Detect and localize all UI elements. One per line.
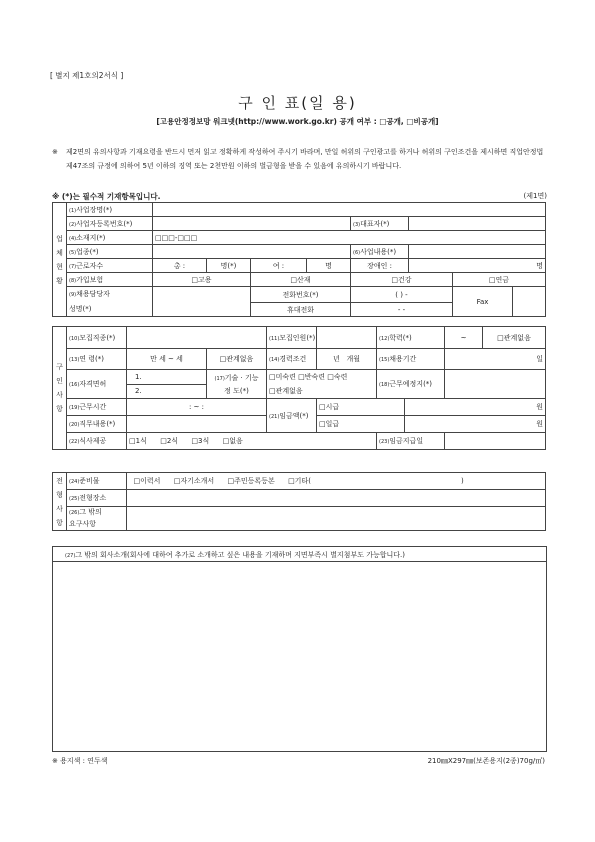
other-requirements-label: (26)그 밖의 요구사항 [67, 507, 127, 531]
license-field-2[interactable]: 2. [127, 384, 207, 399]
other-requirements-field[interactable] [127, 507, 546, 531]
insurance-pension-checkbox[interactable]: □연금 [453, 273, 546, 287]
insurance-accident-checkbox[interactable]: □산재 [251, 273, 351, 287]
insurance-health-checkbox[interactable]: □건강 [351, 273, 453, 287]
notice [52, 145, 552, 173]
business-label: (6)사업내용(*) [351, 245, 409, 259]
company-name-label: (1)사업장명(*) [67, 203, 153, 217]
payday-label: (23)임금지급일 [377, 433, 445, 450]
place-label: (25)전형장소 [67, 490, 127, 507]
skill-semiskilled-checkbox[interactable]: □반숙련 [298, 373, 326, 381]
career-field[interactable]: 년 개월 [317, 349, 377, 370]
age-field[interactable]: 만 세 ~ 세 [127, 349, 207, 370]
hours-label: (19)근무시간 [67, 399, 127, 416]
meal-none-checkbox[interactable]: □없음 [222, 437, 243, 445]
docs-intro-checkbox[interactable]: □자기소개서 [173, 477, 215, 485]
company-name-field[interactable] [153, 203, 546, 217]
business-field[interactable] [409, 245, 546, 259]
fax-field[interactable] [513, 287, 546, 317]
female-field[interactable]: 명 [307, 259, 351, 273]
company-intro-box[interactable] [52, 546, 547, 752]
mobile-field[interactable]: - - [351, 303, 453, 317]
region-field[interactable] [445, 370, 546, 399]
period-field[interactable]: 일 [445, 349, 546, 370]
workers-label: (7)근로자수 [67, 259, 153, 273]
hours-field[interactable]: : ~ : [127, 399, 267, 416]
hourly-field[interactable]: 원 [405, 399, 546, 416]
meal-1-checkbox[interactable]: □1식 [129, 437, 147, 445]
notice-mark: ※ [52, 148, 58, 156]
age-label: (13)연 령(*) [67, 349, 127, 370]
phone-field[interactable]: ( ) - [351, 287, 453, 303]
paper-color-note: ※ 용지색 : 연두색 [52, 757, 108, 765]
job-side-label: 구 인 사 항 [53, 327, 67, 450]
intro-divider [53, 561, 546, 562]
disabled-field[interactable]: 명 [409, 259, 546, 273]
page-title: 구 인 표(일 용) [238, 94, 357, 112]
job-table [52, 326, 546, 450]
company-intro-caption: (27)그 밖의 회사소개(회사에 대하여 추가로 소개하고 싶은 내용을 기재하며 지면부족시 별지첨부도 가능합니다.) [65, 551, 405, 559]
docs-label: (24)준비물 [67, 473, 127, 490]
docs-resident-checkbox[interactable]: □주민등록등본 [227, 477, 275, 485]
duty-label: (20)직무내용(*) [67, 416, 127, 433]
period-label: (15)채용기간 [377, 349, 445, 370]
fax-label: Fax [453, 287, 513, 317]
license-field-1[interactable]: 1. [127, 370, 207, 385]
page-number: (제1면) [523, 192, 547, 200]
manager-label: (9)채용담당자 성명(*) [67, 287, 153, 317]
screening-side-label: 전 형 사 항 [53, 473, 67, 531]
required-note: ※ (*)는 필수적 기재항목입니다. [52, 192, 161, 201]
meal-options[interactable] [127, 433, 377, 450]
duty-field[interactable] [127, 416, 267, 433]
license-label: (16)자격면허 [67, 370, 127, 399]
address-label: (4)소재지(*) [67, 231, 153, 245]
skill-skilled-checkbox[interactable]: □숙련 [327, 373, 348, 381]
manager-name-field[interactable] [153, 287, 251, 317]
company-table [52, 202, 546, 317]
job-count-field[interactable] [317, 327, 377, 349]
ceo-label: (3)대표자(*) [351, 217, 409, 231]
paper-spec: 210㎜X297㎜(보존용지(2종)70g/㎡) [427, 757, 545, 765]
daily-checkbox[interactable]: □일급 [317, 416, 405, 433]
hourly-checkbox[interactable]: □시급 [317, 399, 405, 416]
industry-field[interactable] [153, 245, 351, 259]
insurance-employment-checkbox[interactable]: □고용 [153, 273, 251, 287]
education-field[interactable]: ~ [445, 327, 483, 349]
company-side-label: 업 체 현 황 [53, 203, 67, 317]
disclosure-option: [고용안정정보망 워크넷(http://www.work.go.kr) 공개 여부 : □공개, □비공개] [156, 117, 439, 126]
docs-other-checkbox[interactable]: □기타( [288, 477, 311, 485]
ceo-field[interactable] [409, 217, 546, 231]
meal-label: (22)식사제공 [67, 433, 127, 450]
form-number-tag: [ 별지 제1호의2서식 ] [50, 71, 124, 80]
mobile-label: 휴대전화 [251, 303, 351, 317]
address-field[interactable]: □□□-□□□ [153, 231, 546, 245]
skill-options[interactable] [267, 370, 377, 399]
region-label: (18)근무예정지(*) [377, 370, 445, 399]
docs-options[interactable] [127, 473, 546, 490]
meal-3-checkbox[interactable]: □3식 [191, 437, 210, 445]
daily-field[interactable]: 원 [405, 416, 546, 433]
place-field[interactable] [127, 490, 546, 507]
screening-table [52, 472, 546, 531]
total-field[interactable]: 명(*) [207, 259, 251, 273]
docs-resume-checkbox[interactable]: □이력서 [133, 477, 161, 485]
career-label: (14)경력조건 [267, 349, 317, 370]
phone-label: 전화번호(*) [251, 287, 351, 303]
job-type-label: (10)모집직종(*) [67, 327, 127, 349]
insurance-label: (8)가입보험 [67, 273, 153, 287]
notice-text: 제2면의 유의사항과 기재요령을 반드시 먼저 읽고 정확하게 작성하여 주시기 바라며, 만일 허위의 구인광고를 하거나 허위의 구인조건을 제시하면 직업안정법 제47조의 규정에 의하여 5년 이하의 징역 또는 2천만원 이하의 벌금형을 받을 수 있음에 유의하시기 바랍니다. [66, 148, 544, 170]
job-type-field[interactable] [127, 327, 267, 349]
skill-none-checkbox[interactable]: □관계없음 [269, 387, 303, 395]
wage-label: (21)임금액(*) [267, 399, 317, 433]
regno-field[interactable] [153, 217, 351, 231]
skill-unskilled-checkbox[interactable]: □미숙련 [269, 373, 296, 381]
job-count-label: (11)모집인원(*) [267, 327, 317, 349]
age-none-checkbox[interactable]: □관계없음 [207, 349, 267, 370]
female-label: 여 : [251, 259, 307, 273]
skill-label: (17)기술 · 기능 정 도(*) [207, 370, 267, 399]
industry-label: (5)업종(*) [67, 245, 153, 259]
docs-other-close: ) [460, 477, 464, 485]
education-label: (12)학력(*) [377, 327, 445, 349]
regno-label: (2)사업자등록번호(*) [67, 217, 153, 231]
education-none-checkbox[interactable]: □관계없음 [483, 327, 546, 349]
total-label: 총 : [153, 259, 207, 273]
disabled-label: 장애인 : [351, 259, 409, 273]
payday-field[interactable] [445, 433, 546, 450]
meal-2-checkbox[interactable]: □2식 [160, 437, 179, 445]
